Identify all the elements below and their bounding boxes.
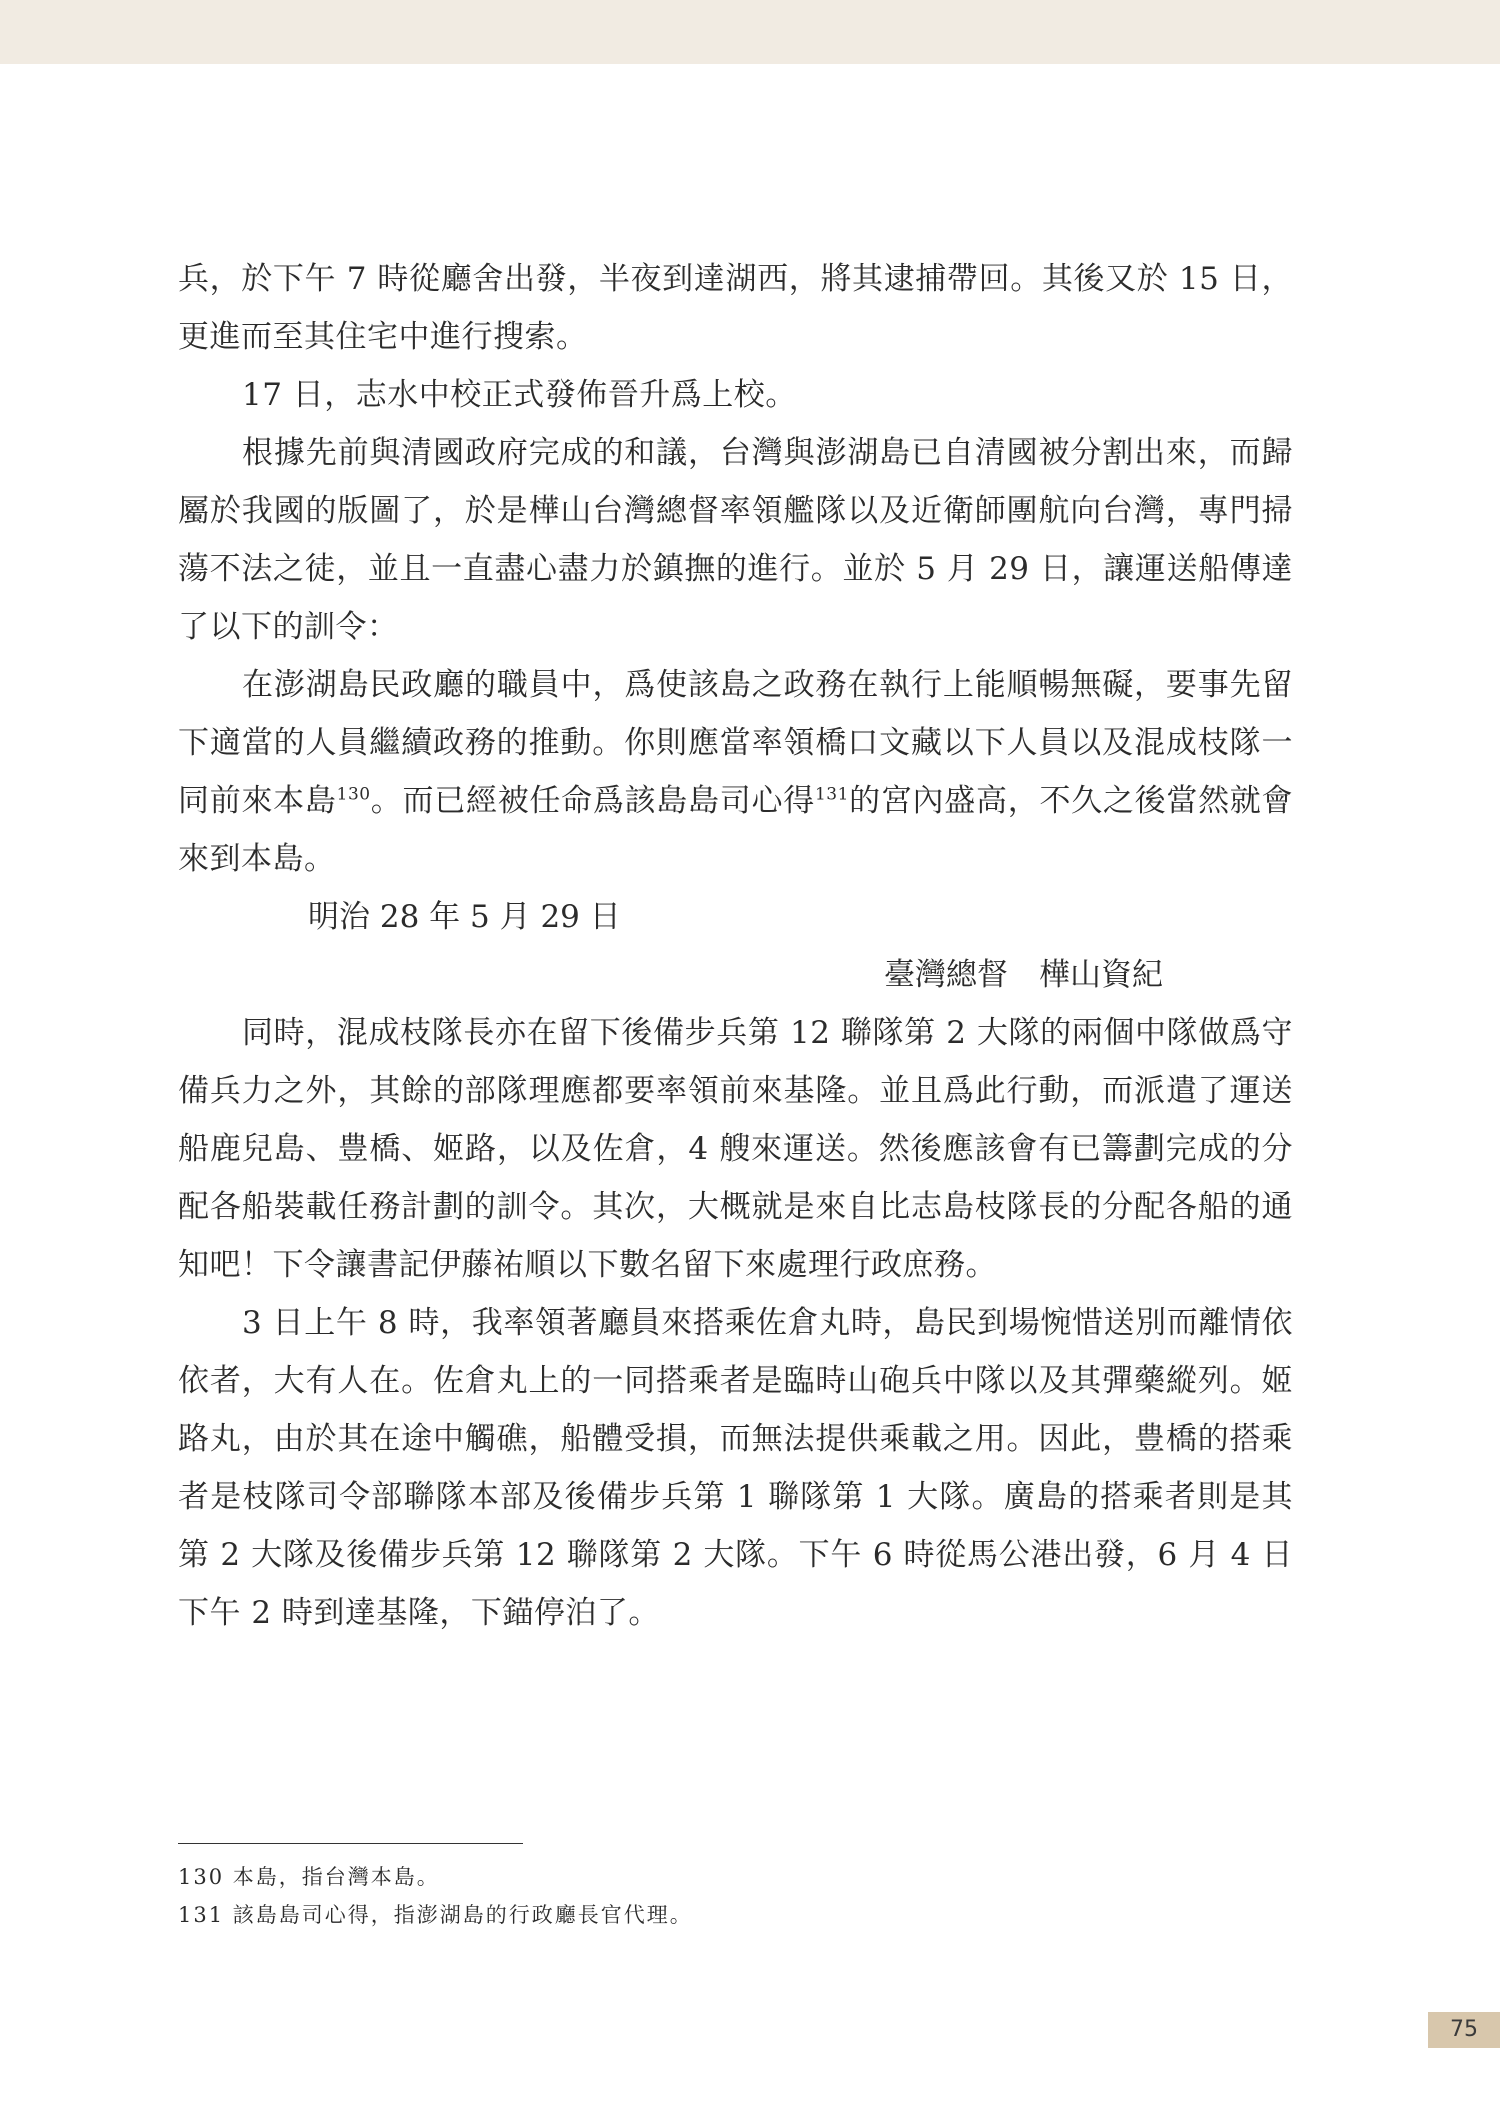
paragraph-3: 根據先前與清國政府完成的和議，台灣與澎湖島已自清國被分割出來，而歸屬於我國的版圖了，於是樺山台灣總督率領艦隊以及近衛師團航向台灣，專門掃蕩不法之徒，並且一直盡心盡力於鎮撫的進行。並於 5 月 29 日，讓運送船傳達了以下的訓令：: [178, 435, 1293, 645]
decree-date: 明治 28 年 5 月 29 日: [308, 899, 621, 935]
decree-text-c: 的宮內盛高，不久之後當然就會來到本島。: [178, 783, 1294, 877]
footnotes: [178, 1858, 1078, 1934]
decree-quote: [178, 656, 1293, 888]
paragraph-5: 3 日上午 8 時，我率領著廳員來搭乘佐倉丸時，島民到場惋惜送別而離情依依者，大有人在。佐倉丸上的一同搭乘者是臨時山砲兵中隊以及其彈藥縱列。姬路丸，由於其在途中觸礁，船體受損，而無法提供乘載之用。因此，豊橋的搭乘者是枝隊司令部聯隊本部及後備步兵第 1 聯隊第 1 大隊。廣島的搭乘者則是其第 2 大隊及後備步兵第 12 聯隊第 2 大隊。下午 6 時從馬公港出發，6 月 4 日下午 2 時到達基隆，下錨停泊了。: [178, 1305, 1293, 1631]
main-text: [178, 250, 1293, 1642]
page-top-band: [0, 0, 1500, 64]
paragraph-4: 同時，混成枝隊長亦在留下後備步兵第 12 聯隊第 2 大隊的兩個中隊做爲守備兵力之外，其餘的部隊理應都要率領前來基隆。並且爲此行動，而派遣了運送船鹿兒島、豊橋、姬路，以及佐倉，4 艘來運送。然後應該會有已籌劃完成的分配各船裝載任務計劃的訓令。其次，大概就是來自比志島枝隊長的分配各船的通知吧！下令讓書記伊藤祐順以下數名留下來處理行政庶務。: [178, 1015, 1293, 1283]
decree-signature: 臺灣總督 樺山資紀: [884, 957, 1163, 993]
paragraph-1: 兵，於下午 7 時從廳舍出發，半夜到達湖西，將其逮捕帶回。其後又於 15 日，更進而至其住宅中進行搜索。: [178, 261, 1293, 355]
decree-text-a: 在澎湖島民政廳的職員中，爲使該島之政務在執行上能順暢無礙，要事先留下適當的人員繼續政務的推動。你則應當率領橋口文藏以下人員以及混成枝隊一同前來本島: [178, 667, 1293, 819]
footnote-ref-130: 130: [336, 784, 371, 805]
decree-text-b: 。而已經被任命爲該島島司心得: [370, 783, 815, 819]
page-number: 75: [1428, 2012, 1500, 2048]
footnote-ref-131: 131: [814, 784, 849, 805]
paragraph-2: 17 日，志水中校正式發佈晉升爲上校。: [242, 377, 797, 413]
footnote-divider: [178, 1843, 523, 1844]
footnote-131: 131 該島島司心得，指澎湖島的行政廳長官代理。: [178, 1903, 693, 1927]
footnote-130: 130 本島，指台灣本島。: [178, 1865, 440, 1889]
